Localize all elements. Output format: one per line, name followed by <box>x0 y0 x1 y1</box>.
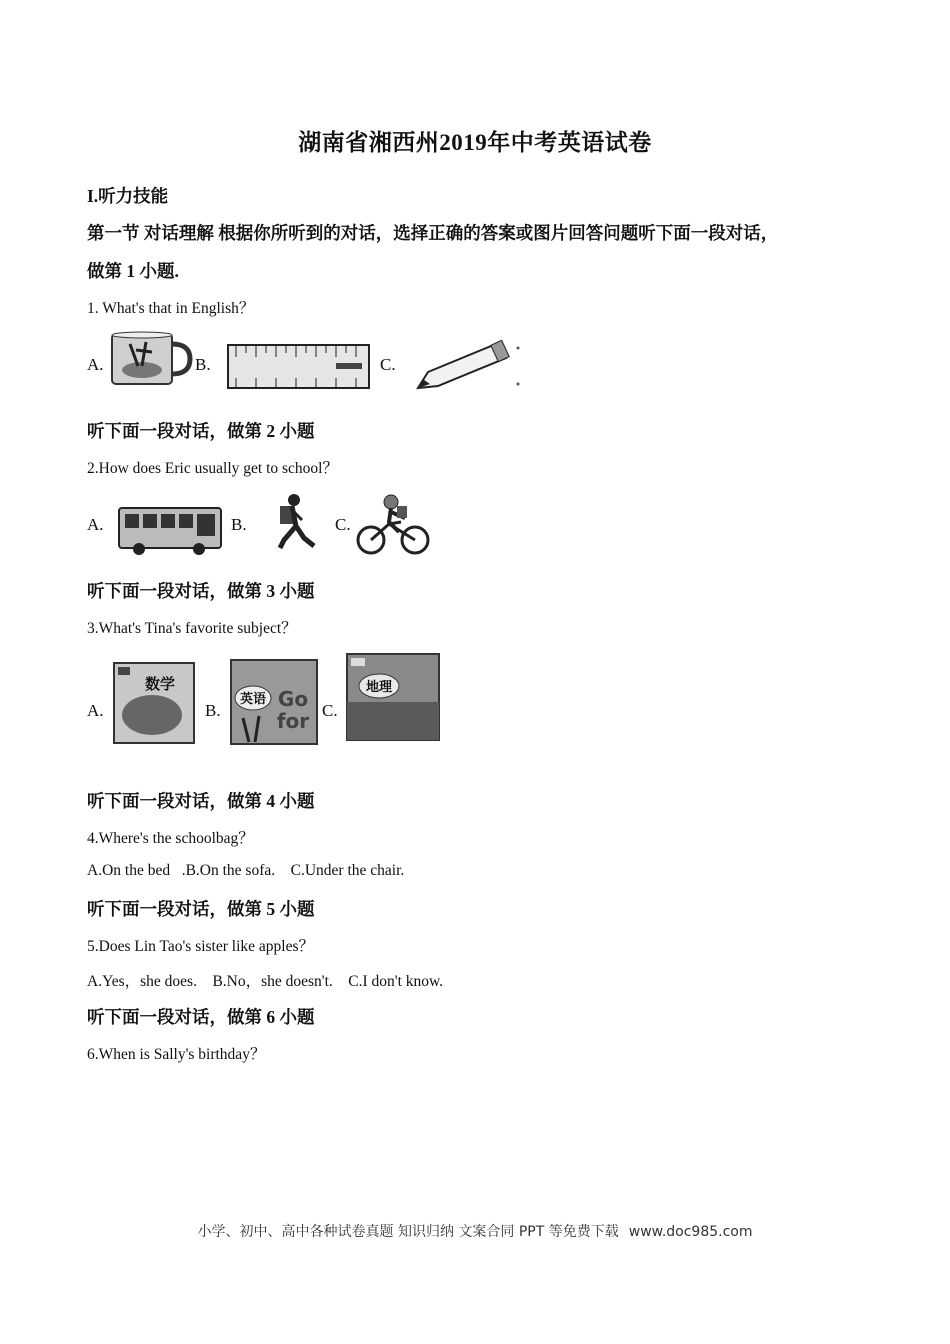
q3-option-a-label: A. <box>87 701 104 720</box>
q1-option-b-label: B. <box>195 355 211 374</box>
footer-text: 小学、初中、高中各种试卷真题 知识归纳 文案合同 PPT 等免费下载 <box>197 1224 619 1240</box>
math-book-title: 数学 <box>144 675 176 693</box>
listen-heading-4: 听下面一段对话，做第 4 小题 <box>87 791 315 811</box>
question-6: 6.When is Sally's birthday？ <box>87 1046 266 1063</box>
listen-heading-3: 听下面一段对话，做第 3 小题 <box>87 581 315 601</box>
page-footer <box>0 1221 950 1241</box>
bus-image <box>117 504 223 556</box>
section-heading: I.听力技能 <box>87 186 169 206</box>
geography-book-image <box>345 652 441 744</box>
pencil-image <box>412 338 524 393</box>
q3-option-c-label: C. <box>322 701 338 720</box>
ruler-image <box>226 343 371 390</box>
math-book-image <box>112 661 196 745</box>
listen-heading-2: 听下面一段对话，做第 2 小题 <box>87 421 315 441</box>
svg-text:Go: Go <box>277 687 309 711</box>
instructions-line-1: 第一节 对话理解 根据你所听到的对话，选择正确的答案或图片回答问题听下面一段对话， <box>87 223 779 243</box>
page-title: 湖南省湘西州2019年中考英语试卷 <box>298 130 652 155</box>
q3-option-b-label: B. <box>205 701 221 720</box>
cyclist-image <box>355 492 431 556</box>
q1-option-a-label: A. <box>87 355 104 374</box>
question-2: 2.How does Eric usually get to school？ <box>87 460 338 477</box>
question-1: 1. What's that in English？ <box>87 300 255 317</box>
q2-option-b-label: B. <box>231 515 247 534</box>
english-book-title: 英语 <box>239 692 267 707</box>
listen-heading-6: 听下面一段对话，做第 6 小题 <box>87 1007 315 1027</box>
english-book-image <box>229 658 319 746</box>
walking-student-image <box>262 492 322 552</box>
question-3: 3.What's Tina's favorite subject？ <box>87 620 297 637</box>
footer-url[interactable]: www.doc985.com <box>628 1224 753 1240</box>
question-5-answers: A.Yes，she does. B.No，she doesn't. C.I don't know. <box>87 973 444 990</box>
geography-book-title: 地理 <box>365 680 393 695</box>
question-4: 4.Where's the schoolbag？ <box>87 830 254 847</box>
q2-option-a-label: A. <box>87 515 104 534</box>
svg-text:for: for <box>276 709 310 733</box>
mug-image <box>108 330 194 388</box>
listen-heading-5: 听下面一段对话，做第 5 小题 <box>87 899 315 919</box>
instructions-line-2: 做第 1 小题. <box>87 261 179 281</box>
q2-option-c-label: C. <box>335 515 351 534</box>
question-5: 5.Does Lin Tao's sister like apples？ <box>87 938 314 955</box>
q1-option-c-label: C. <box>380 355 396 374</box>
question-4-answers: A.On the bed .B.On the sofa. C.Under the chair. <box>87 862 405 879</box>
